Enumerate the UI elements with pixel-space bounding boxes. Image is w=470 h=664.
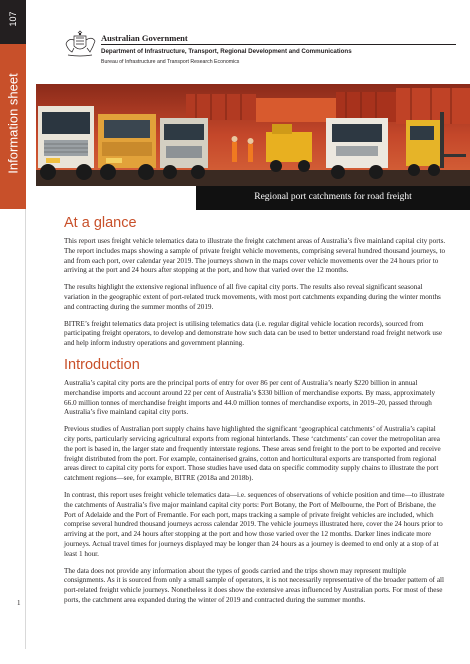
- title-banner: [196, 186, 470, 210]
- paragraph: This report uses freight vehicle telematics data to illustrate the freight catchment areas of Australia’s five mainland capital city ports. The report includes maps showing a sample of private freight vehicle movements, comprising several hundred thousand journeys, to and from each port, over calendar year 2019. The journeys shown in the maps cover vehicle movements over the 24 hours prior to arriving at the port and 24 hours after stopping at the port, and how that varied over the 12 months.: [64, 237, 446, 275]
- paragraph: The results highlight the extensive regional influence of all five capital city ports. The results also reveal significant seasonal variation in the geographic extent of port-related truck movements, with most port catchments expanding during the winter months and contracting during the summer months of 2019.: [64, 283, 441, 311]
- bureau-name: Bureau of Infrastructure and Transport Research Economics: [101, 59, 240, 65]
- document-title: Regional port catchments for road freight: [254, 192, 412, 202]
- paragraph: Previous studies of Australian port supply chains have highlighted the significant ‘geographical catchments’ of Australia’s capital city ports, particularly servicing agricultural exports from regional hinterlands. These ‘catchments’ can cover the metropolitan area the port is based in, the larger state and frequently interstate regions. These areas send freight to the port to be exported and receive freight distributed from the port. For example, containerised grains, cotton and horticultural exports are transported from regional areas direct to capital city ports for export. Those studies have used data on specific commodity supply chains to illustrate the port catchment regions—see, for example, BITRE (2018a and 2018b).: [64, 425, 441, 483]
- port-photo: [36, 84, 470, 186]
- port-scene-image: [36, 84, 470, 186]
- sheet-number: 107: [8, 11, 18, 27]
- sidebar-title: Information sheet: [5, 73, 21, 174]
- sidebar-divider: [25, 209, 26, 649]
- section-heading-introduction: Introduction: [64, 356, 140, 373]
- section-heading-at-a-glance: At a glance: [64, 215, 137, 231]
- government-header: [60, 28, 460, 74]
- department-name: Department of Infrastructure, Transport, Regional Development and Communications: [101, 48, 352, 55]
- sheet-number-box: [0, 0, 26, 44]
- coat-of-arms-icon: [62, 30, 98, 58]
- paragraph: BITRE’s freight telematics data project is utilising telematics data (i.e. regular digital vehicle location records), sourced from participating freight operators, to develop and demonstrate how such data can be used to better understand road freight network use and help inform industry operations and government planning.: [64, 319, 443, 348]
- paragraph: The data does not provide any information about the types of goods carried and the trips shown may represent multiple consignments. As it is sourced from only a small sample of operators, it is not necessarily representative of the broader pattern of all port-related freight vehicle journeys. Nonetheless it does show the extensive areas influenced by Australian ports. For most of these ports, the catchment area expanded during the winter of 2019 and contracted during the summer months.: [64, 566, 445, 604]
- paragraph: In contrast, this report uses freight vehicle telematics data—i.e. sequences of observations of vehicle position and time—to illustrate the catchments of Australia’s five major mainland capital city ports: Port Botany, the Port of Melbourne, the Port of Brisbane, the Port of Adelaide and the Port of Fremantle. For each port, maps tracking a sample of private freight vehicles are included, which comprise several hundred thousand journeys across calendar 2019. The vehicle journeys illustrated here, cover the 24 hours prior to arriving at the port, and 24 hours after stopping at the port and how those varied over the 12 months. Darker lines indicate more journeys. Actual travel times for journeys displayed may be longer than 24 hours as a journey is deemed to end only at a stop of at least 1 hour.: [64, 490, 445, 558]
- government-name: Australian Government: [101, 33, 188, 43]
- header-rule: [101, 44, 456, 45]
- paragraph: Australia’s capital city ports are the principal ports of entry for over 86 per cent of Australia’s nearly $220 billion in annual merchandise imports and account around 22 per cent of Australia’s $330 billion of merchandise exports. By mass, approximately 66.0 million tonnes of merchandise freight imports and 44.0 million tonnes of merchandise exports, in 2019–20, passed through Australia’s five mainland capital city ports.: [64, 378, 436, 417]
- page-number: 1: [17, 599, 21, 607]
- sidebar: [0, 0, 26, 664]
- main-content: [64, 214, 448, 613]
